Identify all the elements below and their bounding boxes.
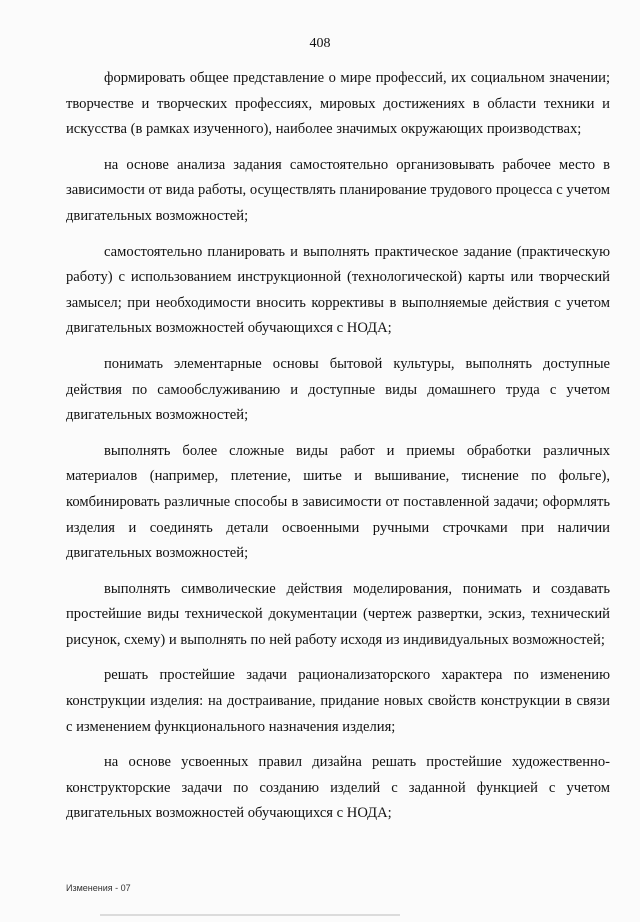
- paragraph: на основе анализа задания самостоятельно организовывать рабочее место в зависимости от вида работы, осуществлять планирование трудового процесса с учетом двигательных возможностей;: [66, 156, 610, 224]
- page-number: 408: [309, 36, 331, 51]
- footer-note: Изменения - 07: [66, 883, 131, 893]
- paragraph: на основе усвоенных правил дизайна решать простейшие художественно-конструкторские задачи по созданию изделий с заданной функцией с учетом двигательных возможностей обучающихся с НОДА;: [66, 754, 610, 822]
- paragraph: формировать общее представление о мире профессий, их социальном значении; творчестве и творческих профессиях, мировых достижениях в области техники и искусства (в рамках изученного), наиболее значимых окружающих производствах;: [66, 70, 610, 138]
- paragraph: понимать элементарные основы бытовой культуры, выполнять доступные действия по самообслуживанию и доступные виды домашнего труда с учетом двигательных возможностей;: [66, 355, 610, 424]
- scan-edge-artifact: [100, 914, 400, 916]
- paragraph: решать простейшие задачи рационализаторского характера по изменению конструкции изделия: на достраивание, придание новых свойств конструкции в связи с изменением функционального назначения изделия;: [66, 667, 610, 735]
- paragraph: выполнять более сложные виды работ и приемы обработки различных материалов (например, плетение, шитье и вышивание, тиснение по фольге), комбинировать различные способы в зависимости от поставленной задачи; оформлять изделия и соединять детали освоенными ручными строчками при наличии двигательных возможностей;: [66, 442, 610, 562]
- paragraph: самостоятельно планировать и выполнять практическое задание (практическую работу) с использованием инструкционной (технологической) карты или творческий замысел; при необходимости вносить коррективы в выполняемые действия с учетом двигательных возможностей обучающихся с НОДА;: [66, 243, 610, 337]
- document-body: [66, 66, 610, 837]
- paragraph: выполнять символические действия моделирования, понимать и создавать простейшие виды технической документации (чертеж развертки, эскиз, технический рисунок, схему) и выполнять по ней работу исходя из индивидуальных возможностей;: [66, 580, 610, 648]
